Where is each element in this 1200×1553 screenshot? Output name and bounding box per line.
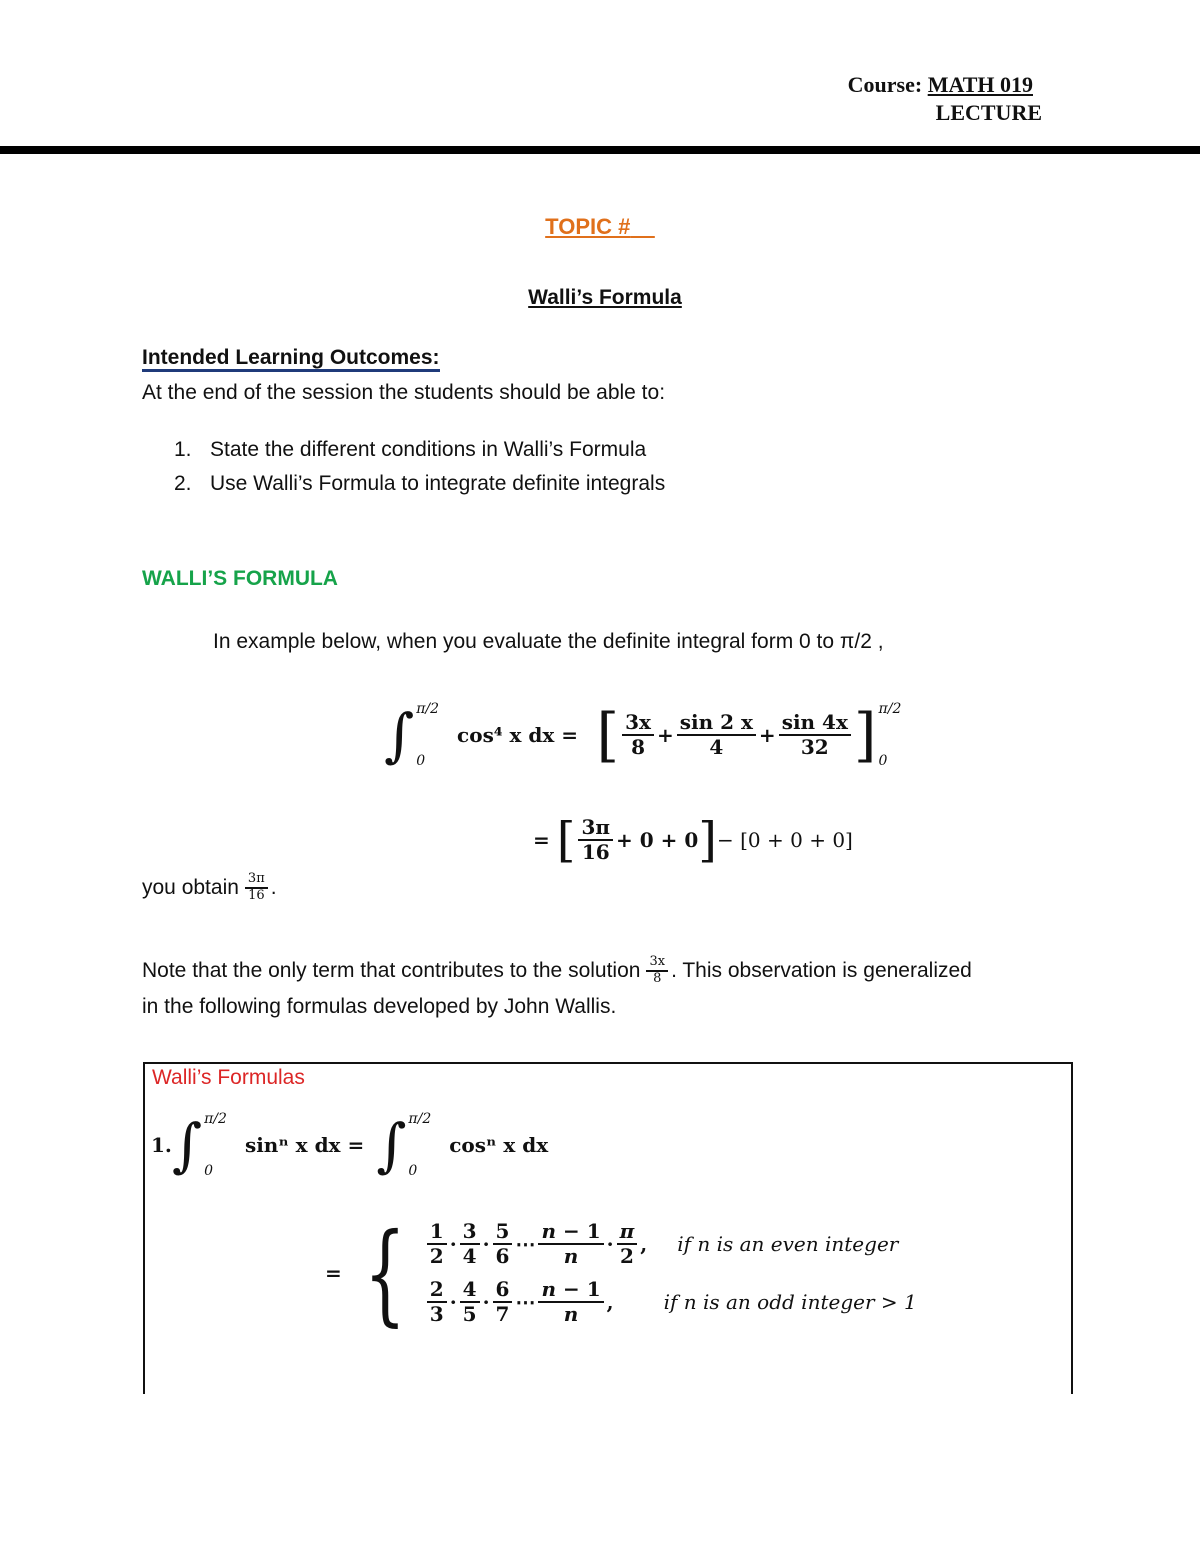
right-bracket: ] — [698, 812, 718, 868]
page-title: Walli’s Formula — [528, 286, 682, 309]
cos-term: cosⁿ x dx — [449, 1133, 549, 1157]
right-bracket: ] — [853, 701, 877, 769]
integral-limits: π/2 0 — [204, 1111, 227, 1179]
fraction: $\frac{3\pi}{16}$ — [245, 872, 268, 904]
formula-1 — [151, 1110, 548, 1180]
note-line-2: in the following formulas developed by John Wallis. — [142, 995, 617, 1018]
fraction: $\frac{n - 1}{n}$ — [538, 1220, 603, 1268]
fraction: $\frac{2}{3}$ — [427, 1278, 447, 1326]
case-even: $\frac{1}{2}$ · $\frac{3}{4}$ · $\frac{5}{6}$ ⋯ $\frac{n - 1}{n}$ · $\frac{\pi}{2}$ , if n is an even integer — [424, 1218, 917, 1270]
note-text: Note that the only term that contributes to the solution — [142, 958, 641, 982]
fraction: $\frac{6}{7}$ — [493, 1278, 513, 1326]
fraction: $\frac{\sin 4x}{32}$ — [779, 711, 851, 759]
ilo-intro: At the end of the session the students should be able to: — [142, 381, 666, 404]
formula-cases — [325, 1209, 917, 1337]
plus-sign: + — [758, 723, 776, 747]
list-item: 1. State the different conditions in Walli’s Formula — [174, 438, 647, 461]
fraction: $\frac{\sin 2 x}{4}$ — [677, 711, 756, 759]
eval-limits: π/2 0 — [878, 701, 902, 769]
course-header — [848, 72, 1033, 98]
intro-paragraph: In example below, when you evaluate the definite integral form 0 to π/2 , — [213, 630, 884, 653]
case-rows — [424, 1218, 917, 1328]
left-bracket: [ — [556, 812, 576, 868]
lecture-label: LECTURE — [935, 100, 1042, 125]
ilo-list — [174, 438, 665, 506]
section-heading: WALLI’S FORMULA — [142, 567, 338, 590]
integral-sign: ∫ — [171, 1111, 203, 1179]
fraction: $\frac{n - 1}{n}$ — [538, 1278, 603, 1326]
integral-sign: ∫ — [384, 701, 415, 769]
result-tail: + 0 + 0 — [616, 828, 699, 852]
integral-sign: ∫ — [376, 1111, 407, 1179]
topic-heading: TOPIC # — [545, 214, 631, 239]
course-label: Course: — [847, 72, 923, 97]
result-equation — [533, 810, 853, 870]
plus-sign: + — [656, 723, 674, 747]
fraction: $\frac{3x}{8}$ — [646, 955, 668, 987]
formula-box-title: Walli’s Formulas — [152, 1066, 305, 1089]
integral-equation — [384, 700, 919, 770]
left-bracket: [ — [578, 701, 620, 769]
note-line-1 — [142, 955, 972, 987]
fraction: $\frac{\pi}{2}$ — [617, 1220, 638, 1268]
fraction: $\frac{1}{2}$ — [427, 1220, 447, 1268]
fraction: $\frac{3}{4}$ — [460, 1220, 480, 1268]
formula-number: 1. — [151, 1133, 172, 1157]
equals-sign: = — [325, 1261, 342, 1285]
fraction: $\frac{3\pi}{16}$ — [578, 816, 613, 864]
integral-limits: π/2 0 — [416, 701, 440, 769]
fraction: $\frac{3x}{8}$ — [622, 711, 654, 759]
minus-part: − [0 + 0 + 0] — [717, 828, 853, 852]
cos4-term: cos⁴ x dx = — [457, 723, 579, 747]
note-text: . This observation is generalized — [671, 958, 972, 982]
sin-term: sinⁿ x dx = — [244, 1133, 365, 1157]
fraction: $\frac{5}{6}$ — [493, 1220, 513, 1268]
integral-limits: π/2 0 — [408, 1111, 432, 1179]
odd-condition: if n is an odd integer > 1 — [663, 1290, 917, 1314]
case-odd: $\frac{2}{3}$ · $\frac{4}{5}$ · $\frac{6}{7}$ ⋯ $\frac{n - 1}{n}$ , if n is an odd integer > 1 — [424, 1276, 917, 1328]
obtain-text: you obtain — [142, 875, 239, 899]
case-brace: { — [363, 1209, 406, 1337]
course-code: MATH 019 — [927, 72, 1033, 97]
header-rule — [0, 146, 1200, 154]
equals-sign: = — [533, 828, 557, 852]
list-item: 2. Use Walli’s Formula to integrate definite integrals — [174, 472, 666, 495]
ilo-heading: Intended Learning Outcomes: — [142, 346, 440, 370]
fraction: $\frac{4}{5}$ — [460, 1278, 480, 1326]
even-condition: if n is an even integer — [677, 1232, 899, 1256]
obtain-line: you obtain $\frac{3\pi}{16}$ . — [142, 871, 277, 903]
